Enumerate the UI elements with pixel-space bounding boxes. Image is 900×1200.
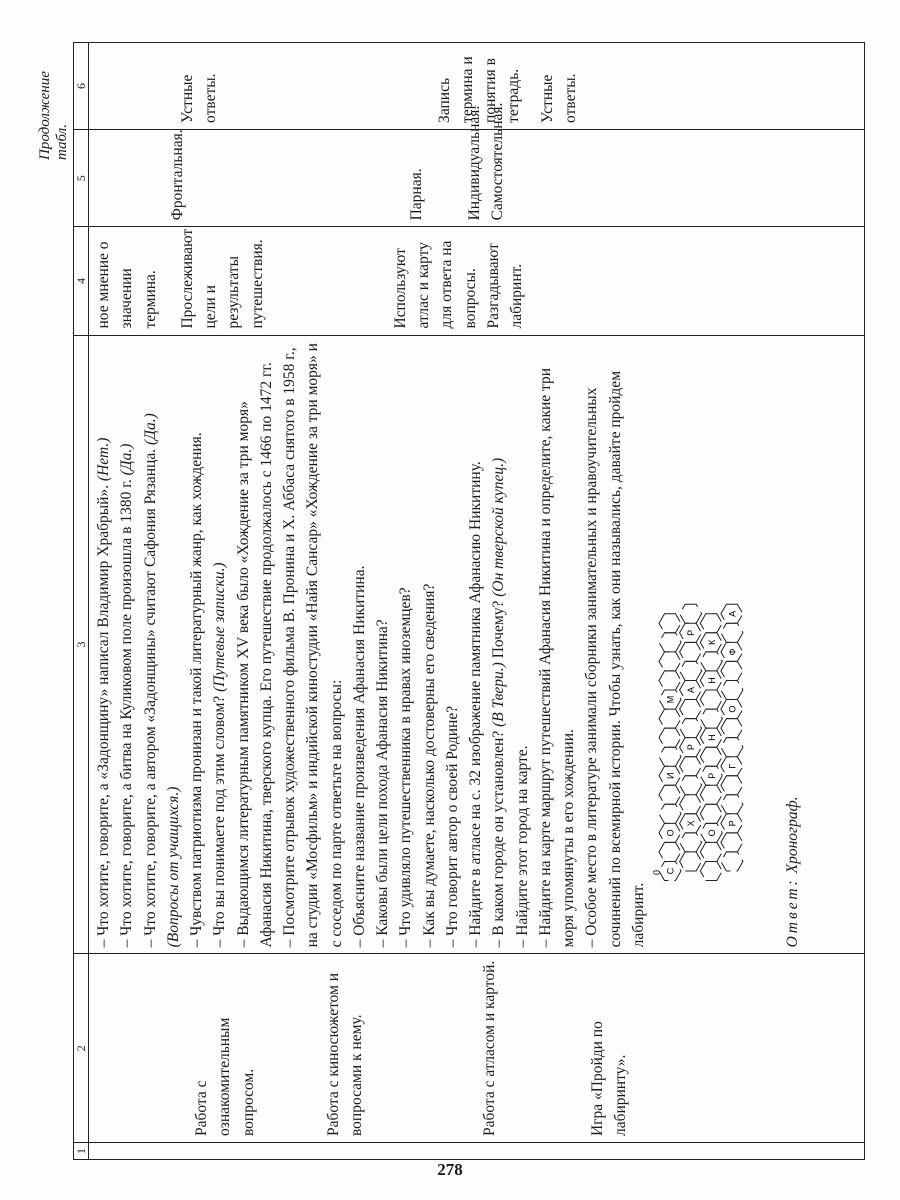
list-item: – Чувством патриотизма пронизан и такой литературный жанр, как хождения. <box>188 432 205 948</box>
maze-cell <box>680 776 702 795</box>
maze-cell <box>700 843 722 862</box>
maze-letter: Р <box>706 773 717 780</box>
result-text: Устные ответы. <box>179 73 220 123</box>
list-item: – Каковы были цели похода Афанасия Никитина? <box>374 619 391 948</box>
maze-cell <box>700 805 722 824</box>
maze-cell <box>700 614 722 633</box>
column-header: 2 <box>74 954 89 1143</box>
maze-cell <box>659 729 681 748</box>
maze-cell <box>659 671 681 690</box>
maze-cell <box>680 662 702 681</box>
activity-text: Разгадывают лабиринт. <box>484 243 525 329</box>
list-item: – Найдите на карте маршрут путешествий Афанасия Никитина и определите, какие три моря упомянуты в его хождении. <box>536 367 577 948</box>
result-cell <box>89 43 865 130</box>
maze-cell <box>659 843 681 862</box>
labyrinth-drawing <box>652 567 772 887</box>
maze-letter: О <box>665 829 676 837</box>
maze-letter: Н <box>706 734 717 742</box>
maze-cell <box>721 795 743 814</box>
question-list <box>464 342 650 948</box>
column-header: 3 <box>74 335 89 954</box>
maze-cell <box>680 700 702 719</box>
labyrinth <box>652 342 779 888</box>
maze-letter: М <box>665 696 676 704</box>
list-item: – В каком городе он установлен? (В Твери.) Почему? (Он тверской купец.) <box>490 457 508 948</box>
list-item: – Особое место в литературе занимали сборники занимательных и нравоучительных сочинений по всемирной истории. Чтобы узнать, как они назывались, давайте пройдем лабиринт. <box>583 371 647 948</box>
maze-start-label: 0 <box>652 870 663 876</box>
stage-label: Игра «Пройди по лабиринту». <box>588 1021 629 1137</box>
result-text: Устные ответы. <box>538 73 579 123</box>
maze-cell <box>680 719 702 738</box>
maze-letter: О <box>727 705 738 713</box>
activity-text: Прослеживают цели и результаты путешествия. <box>178 228 266 329</box>
question-list <box>278 342 464 948</box>
question-list <box>185 342 278 948</box>
list-item: (Вопросы от учащихся.) <box>164 786 182 948</box>
page-number: 278 <box>437 1160 463 1179</box>
answer-line <box>781 342 804 948</box>
rotated-table-area <box>37 42 865 1160</box>
maze-cell <box>659 748 681 767</box>
maze-cell <box>700 862 722 881</box>
maze-cell <box>659 710 681 729</box>
maze-letter: Н <box>706 677 717 685</box>
list-item: – Найдите в атласе на с. 32 изображение памятника Афанасию Никитину. <box>467 461 484 948</box>
stage-label: Работа с ознакомительным вопросом. <box>193 1017 257 1137</box>
maze-letter: И <box>665 772 676 780</box>
maze-cell <box>721 833 743 852</box>
activity-text: Используют атлас и карту для ответа на вопросы. <box>391 240 479 329</box>
maze-cell <box>721 776 743 795</box>
list-item: – Как вы думаете, насколько достоверны его сведения? <box>420 583 438 948</box>
maze-cell <box>700 786 722 805</box>
maze-cell <box>680 757 702 776</box>
maze-cell <box>721 624 743 643</box>
list-item: – Объясните название произведения Афанасия Никитина. <box>350 565 368 948</box>
answer-value: Хронограф. <box>784 796 802 874</box>
form-text: Фронтальная. <box>169 129 186 221</box>
answer-label: Ответ: <box>784 877 802 948</box>
list-item: – Что хотите, говорите, а автором «Задонщины» считают Сафония Рязанца. (Да.) <box>141 413 159 948</box>
maze-cell <box>659 633 681 652</box>
list-item: – Что хотите, говорите, а «Задонщину» написал Владимир Храбрый». (Нет.) <box>95 437 112 948</box>
maze-cell <box>659 786 681 805</box>
maze-cell <box>700 652 722 671</box>
maze-letter: Х <box>686 820 697 827</box>
list-item: – Что вы понимаете под этим словом? (Путевые записки.) <box>211 562 229 948</box>
maze-letter: К <box>706 640 717 646</box>
column-header: 4 <box>74 227 89 335</box>
content-cell <box>89 335 865 954</box>
maze-cell <box>680 833 702 852</box>
maze-cell <box>700 748 722 767</box>
list-item: – Что говорит автор о своей Родине? <box>443 705 461 948</box>
result-text: Запись термина и понятия в тетрадь. <box>435 56 523 123</box>
form-cell <box>89 102 865 226</box>
stage-label: Работа с атласом и картой. <box>481 960 499 1137</box>
maze-cell <box>680 605 702 624</box>
maze-letter: С <box>665 868 676 875</box>
column-header: 6 <box>74 43 89 130</box>
continued-label: Продолжение табл. <box>37 71 70 160</box>
maze-cell <box>680 643 702 662</box>
maze-cell <box>700 710 722 729</box>
activity-cell <box>89 227 865 335</box>
maze-cell <box>721 852 743 871</box>
maze-cell <box>680 795 702 814</box>
list-item: – Что удивляло путешественника в нравах иноземцев? <box>397 587 415 948</box>
maze-cell <box>659 614 681 633</box>
maze-letter: А <box>686 687 697 694</box>
column-header: 5 <box>74 129 89 226</box>
maze-cell <box>721 681 743 700</box>
lesson-table <box>73 42 865 1160</box>
rotated-page <box>37 42 865 1160</box>
maze-cell <box>659 805 681 824</box>
table-row <box>89 43 865 1160</box>
header-row <box>74 43 89 1160</box>
stage-cell <box>89 954 865 1143</box>
list-item: – Что хотите, говорите, а битва на Куликовом поле произошла в 1380 г. (Да.) <box>118 443 136 948</box>
maze-letter: О <box>706 829 717 837</box>
list-item: – Выдающимся литературным памятником XV века было «Хождение за три моря» Афанасия Никитина, тверского купца. Его путешествие продолжалось с 1466 по 1472 гг. <box>234 362 275 948</box>
maze-cell <box>721 719 743 738</box>
list-item: – Посмотрите отрывок художественного фильма В. Пронина и Х. Аббаса снятого в 1958 г., на студии «Мосфильм» и индийской киностудии «Найя Сансар» «Хождение за три моря» и с соседом по парте ответьте на вопросы: <box>281 343 345 948</box>
maze-letter: Р <box>686 630 697 637</box>
form-text: Индивидуальная. Самостоятельная. <box>465 102 506 221</box>
stage-label: Работа с киносюжетом и вопросами к нему. <box>324 972 365 1137</box>
maze-cell <box>680 852 702 871</box>
maze-cell <box>721 738 743 757</box>
maze-letter: Р <box>686 744 697 751</box>
maze-cell <box>700 690 722 709</box>
maze-letter: Ф <box>727 648 738 656</box>
list-item: – Найдите этот город на карте. <box>513 745 531 948</box>
maze-cell <box>659 652 681 671</box>
maze-letter: А <box>727 611 738 618</box>
activity-text: ное мнение о значении термина. <box>95 241 159 329</box>
maze-letter: Г <box>727 764 738 770</box>
maze-letter: Р <box>727 820 738 827</box>
column-header: 1 <box>74 1143 89 1160</box>
number-cell <box>89 1143 865 1160</box>
question-list <box>92 342 185 948</box>
form-text: Парная. <box>408 168 426 221</box>
maze-cell <box>721 662 743 681</box>
